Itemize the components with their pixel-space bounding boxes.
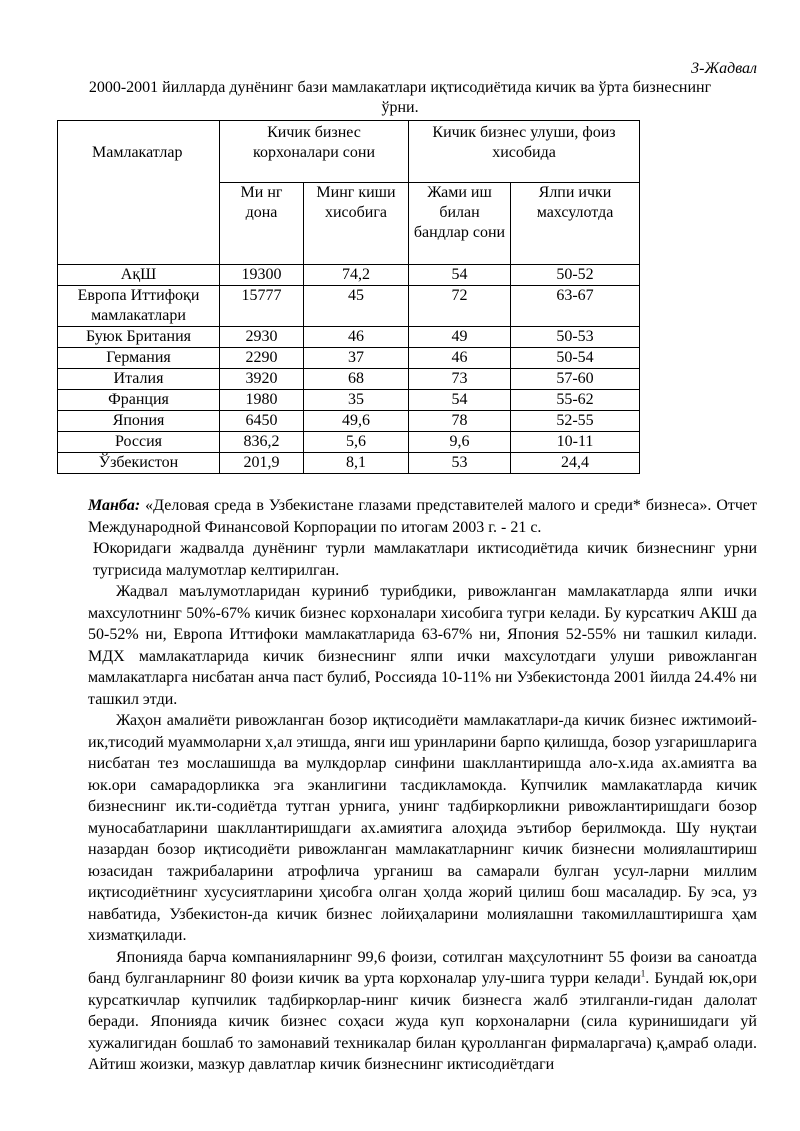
subheader-gdp: Ялпи ички махсулотда (511, 183, 640, 265)
header-enterprises: Кичик бизнес корхоналари сони (220, 121, 409, 183)
per-people-cell: 37 (304, 348, 409, 369)
paragraph-continuation: Бундай юк,ори курсаткичлар купчилик тадбиркорлар-нинг кичик бизнесга жалб этилганли-гидан далолат беради. Японияда кичик бизнес соҳаси жуда куп корхоналарни (сила куринишидаги уй хужалигидан бошлаб то замонавий техникалар билан қуролланган фирмаларгача) қ,амраб олади. Айтиш жоизки, мазкур давлатлар кичик бизнеснинг иктисодиётдаги (88, 970, 757, 1073)
country-cell: Италия (58, 369, 220, 390)
gdp-cell: 50-53 (511, 327, 640, 348)
table-title: 2000-2001 йилларда дунёнинг бази мамлакатлари иқтисодиётида кичик ва ўрта бизнеснинг ўрни. (88, 79, 712, 116)
country-cell: Германия (58, 348, 220, 369)
source-label: Манба: (88, 497, 141, 514)
gdp-cell: 10-11 (511, 432, 640, 453)
subheader-employment: Жами иш билан бандлар сони (409, 183, 511, 265)
source-note (88, 495, 757, 538)
employment-cell: 54 (409, 265, 511, 286)
gdp-cell: 50-54 (511, 348, 640, 369)
per-people-cell: 46 (304, 327, 409, 348)
gdp-cell: 63-67 (511, 286, 640, 327)
enterprises-cell: 19300 (220, 265, 304, 286)
header-country: Мамлакатлар (58, 121, 220, 265)
per-people-cell: 49,6 (304, 411, 409, 432)
employment-cell: 9,6 (409, 432, 511, 453)
gdp-cell: 55-62 (511, 390, 640, 411)
per-people-cell: 35 (304, 390, 409, 411)
employment-cell: 78 (409, 411, 511, 432)
employment-cell: 49 (409, 327, 511, 348)
country-cell: Ўзбекистон (58, 453, 220, 474)
table-row (58, 369, 640, 390)
country-cell: Европа Иттифоқи мамлакатлари (58, 286, 220, 327)
subheader-thousand-units: Ми нг дона (220, 183, 304, 265)
per-people-cell: 45 (304, 286, 409, 327)
employment-cell: 73 (409, 369, 511, 390)
enterprises-cell: 836,2 (220, 432, 304, 453)
enterprises-cell: 2930 (220, 327, 304, 348)
per-people-cell: 5,6 (304, 432, 409, 453)
table-row (58, 453, 640, 474)
country-cell: Россия (58, 432, 220, 453)
employment-cell: 53 (409, 453, 511, 474)
paragraph: Жаҳон амалиёти ривожланган бозор иқтисодиёти мамлакатлари-да кичик бизнес ижтимоий-ик,тисодий муаммоларни х,ал этишда, янги иш уринларини барпо қилишда, бозор узгаришларига нисбатан тез мослашишда ва мулкдорлар синфини шакллантиришда ало-х.ида ах.амиятга ва юк.ори самарадорликка эга эканлигини тасдикламокда. Купчилик мамлакатларда кичик бизнеснинг ик.ти-содиётда тутган урнига, унинг тадбиркорликни ривожлантиришдаги бозор муносабатларини шакллантиришдаги ах.амиятига алоҳида эътибор берилмокда. Шу нуқтаи назардан бозор иқтисодиёти ривожланган мамлакатларнинг кичик бизнесни молиялаштириш юзасидан тажрибаларини атрофлича урганиш ва самарали булган усул-ларни миллим иқтисодиётнинг хусусиятларини ҳисобга олган ҳолда жорий цилиш бош масаладир. Бу эса, уз навбатида, Узбекистон-да кичик бизнес лойиҳаларини молиялашни такомиллаштиришга ҳам хизматқилади. (88, 712, 757, 944)
header-share: Кичик бизнес улуши, фоиз хисобида (409, 121, 640, 183)
table-row (58, 327, 640, 348)
gdp-cell: 57-60 (511, 369, 640, 390)
enterprises-cell: 201,9 (220, 453, 304, 474)
employment-cell: 54 (409, 390, 511, 411)
per-people-cell: 8,1 (304, 453, 409, 474)
source-text: «Деловая среда в Узбекистане глазами представителей малого и среди* бизнеса». Отчет Международной Финансовой Корпорации по итогам 2003 г. - 21 с. (88, 497, 757, 536)
gdp-cell: 52-55 (511, 411, 640, 432)
table-row (58, 390, 640, 411)
table-row (58, 286, 640, 327)
country-cell: Япония (58, 411, 220, 432)
paragraph: Юкоридаги жадвалда дунёнинг турли мамлакатлари иктисодиётида кичик бизнеснинг урни тугрисида малумотлар келтирилган. (93, 540, 757, 579)
country-cell: АқШ (58, 265, 220, 286)
table-row (58, 348, 640, 369)
employment-cell: 46 (409, 348, 511, 369)
data-table (57, 120, 640, 474)
per-people-cell: 74,2 (304, 265, 409, 286)
per-people-cell: 68 (304, 369, 409, 390)
paragraph-text: Японияда барча компанияларнинг 99,6 фоизи, сотилган маҳсулотнинт 55 фоизи ва саноатда банд булганларнинг 80 фоизи кичик ва урта корхоналар улу-шига турри келади (88, 948, 757, 987)
paragraph (88, 947, 757, 1076)
body-text (88, 538, 757, 1076)
country-cell: Франция (58, 390, 220, 411)
table-row (58, 432, 640, 453)
table-row (58, 411, 640, 432)
gdp-cell: 50-52 (511, 265, 640, 286)
enterprises-cell: 6450 (220, 411, 304, 432)
gdp-cell: 24,4 (511, 453, 640, 474)
sentence-end: . (645, 970, 650, 987)
table-number-label: 3-Жадвал (691, 60, 757, 77)
enterprises-cell: 2290 (220, 348, 304, 369)
enterprises-cell: 3920 (220, 369, 304, 390)
subheader-per-thousand-people: Минг киши хисобига (304, 183, 409, 265)
footnote-mark: 1 (640, 968, 646, 979)
paragraph: Жадвал маълумотларидан куриниб турибдики, ривожланган мамлакатларда ялпи ички махсулотнинг 50%-67% кичик бизнес корхоналари хисобига тугри келади. Бу курсаткич АКШ да 50-52% ни, Европа Иттифоки мамлакатларида 63-67% ни, Япония 52-55% ни ташкил килади. МДХ мамлакатларида кичик бизнеснинг ялпи ички махсулотдаги улуши ривожланган мамлакатларга нисбатан анча паст булиб, Россияда 10-11% ни Узбекистонда 2001 йилда 24.4% ни ташкил этди. (88, 583, 757, 708)
enterprises-cell: 1980 (220, 390, 304, 411)
table-row (58, 265, 640, 286)
employment-cell: 72 (409, 286, 511, 327)
country-cell: Буюк Британия (58, 327, 220, 348)
enterprises-cell: 15777 (220, 286, 304, 327)
